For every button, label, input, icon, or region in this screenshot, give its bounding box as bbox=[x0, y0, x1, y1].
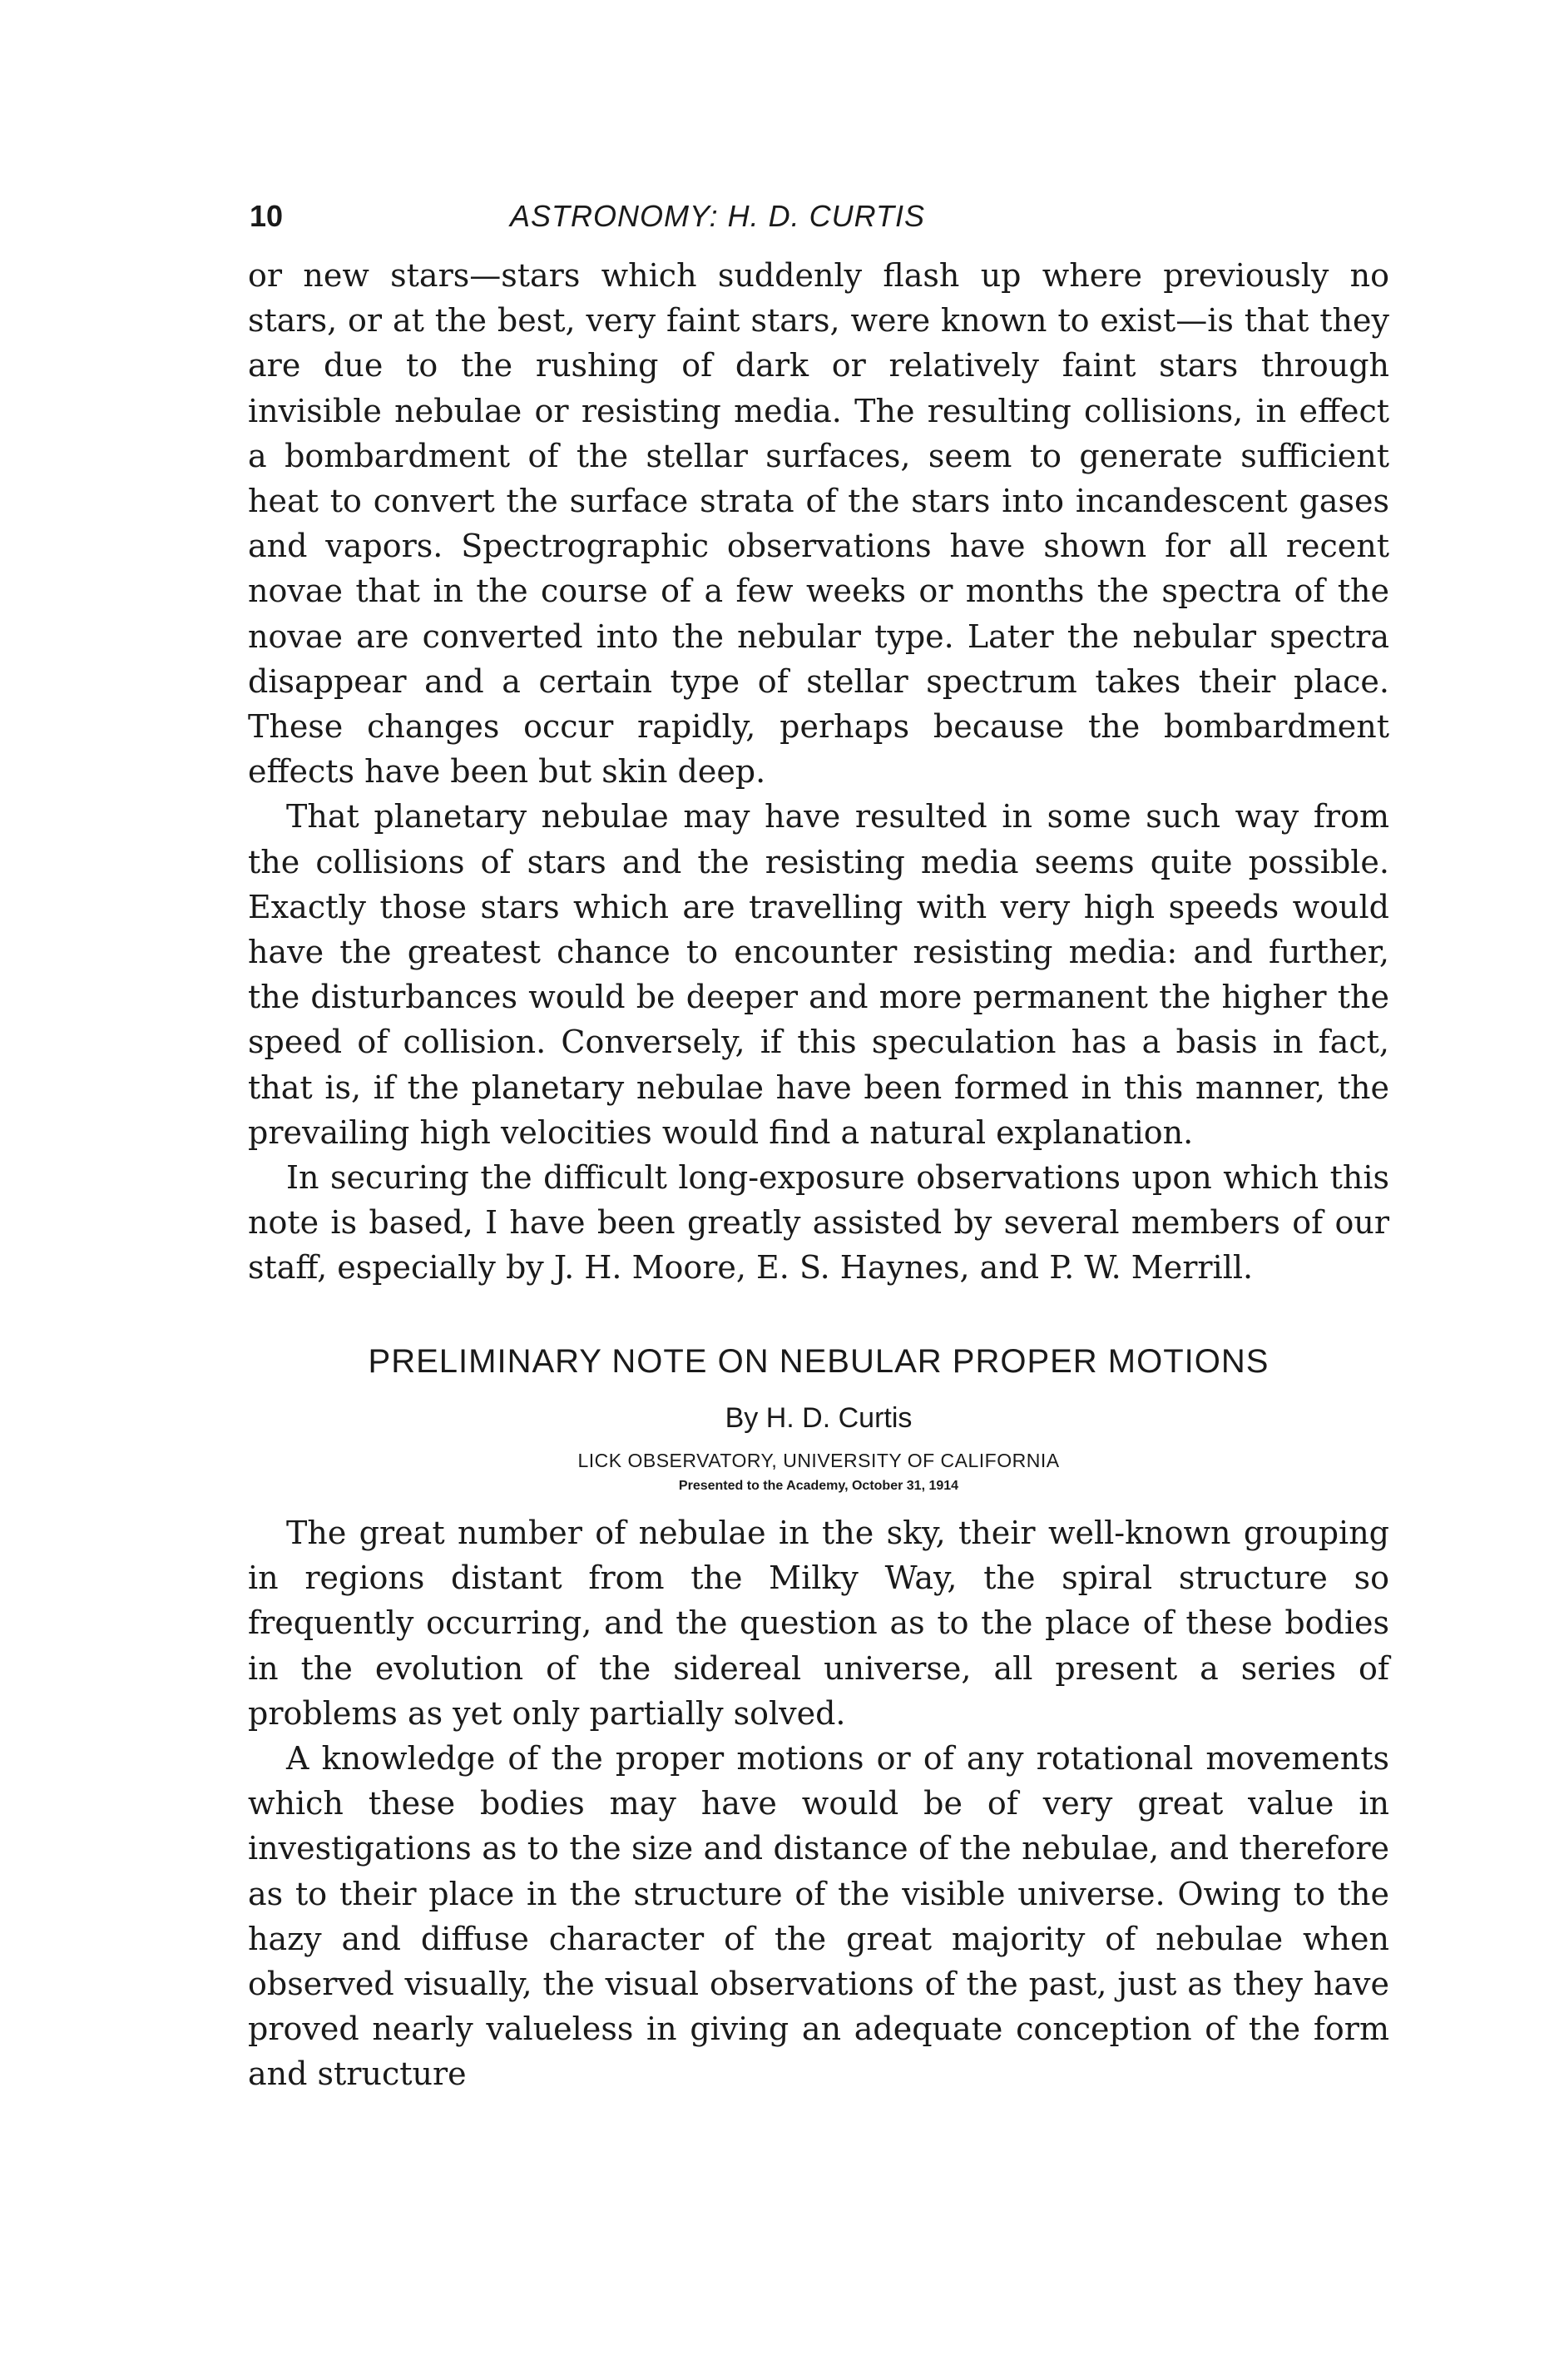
running-head bbox=[250, 193, 1398, 240]
paragraph-novae-continuation: or new stars—stars which suddenly flash up where previously no stars, or at the best, very faint stars, were known to exist—is that they are due to the rushing of dark or relatively faint stars through invisible nebulae or resisting media. The resulting collisions, in effect a bombardment of the stellar surfaces, seem to generate sufficient heat to convert the surface strata of the stars into incandescent gases and vapors. Spectrographic observations have shown for all recent novae that in the course of a few weeks or months the spectra of the novae are converted into the nebular type. Later the nebular spectra disappear and a certain type of stellar spectrum takes their place. These changes occur rapidly, perhaps because the bombardment effects have been but skin deep. bbox=[248, 257, 1389, 791]
paragraph-planetary-nebulae: That planetary nebulae may have resulted in some such way from the collisions of stars and the resisting media seems quite possible. Exactly those stars which are travelling with very high speeds would have the greatest chance to encounter resisting media: and further, the disturbances would be deeper and more permanent the higher the speed of collision. Conversely, if this speculation has a basis in fact, that is, if the planetary nebulae have been formed in this manner, the prevailing high velocities would find a natural explanation. bbox=[248, 798, 1389, 1151]
article-title: PRELIMINARY NOTE ON NEBULAR PROPER MOTIONS bbox=[368, 1343, 1270, 1380]
page-number: 10 bbox=[250, 199, 284, 233]
running-title: ASTRONOMY: H. D. CURTIS bbox=[509, 199, 926, 233]
article-heading bbox=[248, 1335, 1389, 1496]
paragraph-proper-motions: A knowledge of the proper motions or of any rotational movements which these bodies may have would be of very great value in investigations as to the size and distance of the nebulae, and therefore as to their place in the structure of the visible universe. Owing to the hazy and diffuse character of the great majority of nebulae when observed visually, the visual observations of the past, just as they have proved nearly valueless in giving an adequate conception of the form and structure bbox=[248, 1740, 1389, 2093]
article-body-text bbox=[248, 1510, 1389, 2097]
previous-article-text bbox=[248, 253, 1389, 1291]
article-affiliation: LICK OBSERVATORY, UNIVERSITY OF CALIFORNIA bbox=[577, 1450, 1060, 1471]
paragraph-nebulae-problems: The great number of nebulae in the sky, their well-known grouping in regions distant from the Milky Way, the spiral structure so frequently occurring, and the question as to the place of these bodies in the evolution of the sidereal universe, all present a series of problems as yet only partially solved. bbox=[248, 1515, 1389, 1732]
article-presented-date: Presented to the Academy, October 31, 1914 bbox=[678, 1479, 959, 1493]
article-byline: By H. D. Curtis bbox=[725, 1402, 913, 1434]
paragraph-acknowledgements: In securing the difficult long-exposure observations upon which this note is based, I have been greatly assisted by several members of our staff, especially by J. H. Moore, E. S. Haynes, and P. W. Merrill. bbox=[248, 1159, 1389, 1287]
